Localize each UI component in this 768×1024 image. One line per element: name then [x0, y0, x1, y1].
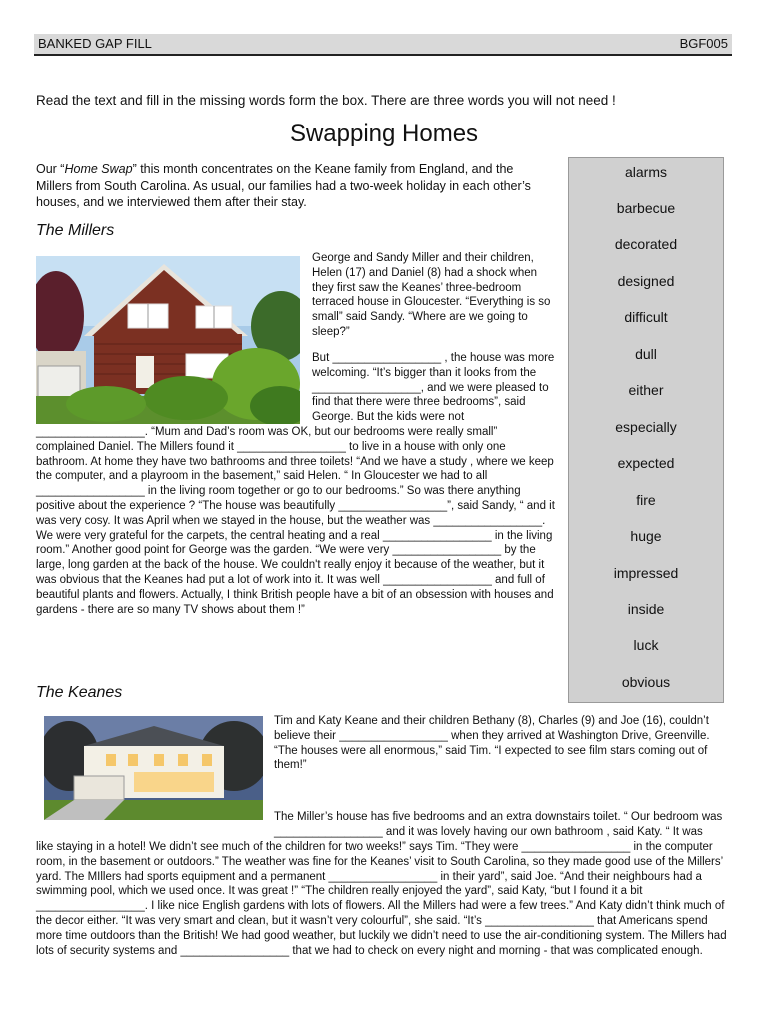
word-box-item: expected — [617, 455, 675, 471]
intro-paragraph — [36, 161, 548, 211]
keanes-paragraph-3: like staying in a hotel! We didn’t see much of the children for two weeks!” says Tim. “They were _________________ in the computer room, in the basement or outdoors.” The weather was fine for the Keanes’ visit to South Carolina, so they made good use of the Millers’ yard. The MIllers had sports equipment and a permanent _________________ in their yard”, said Joe. “And their neighbours had a swimming pool, which we used once. It was great !” “The children really enjoyed the yard”, said Katy, “but I found it a bit _________________. I like nice English gardens with lots of flowers. All the Millers had were a few trees.” And Katy didn’t think much of the decor either. “It was very smart and clean, but it wasn’t very colourful”, she said. “It’s _________________ that Americans spend more time outdoors than the British! We had good weather, but luckily we didn’t need to use the air-conditioning system. The Millers had lots of security systems and _________________ that we had to check on every night and morning - that was complicated enough. — [36, 841, 727, 957]
home-swap-title: Home Swap — [64, 162, 133, 176]
word-box-item: especially — [615, 419, 677, 435]
word-box — [568, 157, 724, 703]
keanes-paragraph-2: The Miller’s house has five bedrooms and an extra downstairs toilet. “ Our bedroom was _________________ and it was lovely having our own bathroom , said Katy. “ It was — [274, 811, 723, 838]
word-box-item: obvious — [621, 674, 671, 690]
word-box-item: barbecue — [616, 200, 676, 216]
section-title-keanes: The Keanes — [36, 684, 123, 701]
page-title: Swapping Homes — [289, 120, 479, 147]
word-box-item: inside — [627, 601, 665, 617]
worksheet-type: BANKED GAP FILL — [38, 36, 152, 51]
word-box-item: decorated — [614, 236, 678, 252]
worksheet-code: BGF005 — [679, 36, 728, 51]
word-box-item: impressed — [613, 565, 679, 581]
header-bar — [34, 34, 732, 56]
intro-post: ” this month concentrates on the Keane family from England, and the Millers from South Carolina. As usual, our families had a two-week holiday in each other’s houses, and we interviewed them after their stay. — [36, 162, 531, 209]
intro-pre: Our “ — [36, 162, 65, 176]
instructions: Read the text and fill in the missing words form the box. There are three words you will not need ! — [36, 93, 616, 108]
word-box-item: dull — [635, 346, 657, 362]
word-box-item: difficult — [624, 309, 668, 325]
millers-paragraph-2: But _________________ , the house was more welcoming. “It’s bigger than it looks from the _________________, and we were pleased to find that there were three bedrooms”, said George. But the kids were not — [312, 352, 555, 424]
word-box-item: fire — [636, 492, 656, 508]
word-box-item: luck — [633, 637, 659, 653]
word-box-item: either — [628, 382, 664, 398]
word-box-item: designed — [617, 273, 675, 289]
keanes-paragraph-1: Tim and Katy Keane and their children Bethany (8), Charles (9) and Joe (16), couldn’t believe their _________________ when they arrived at Washington Drive, Greenville. “The houses were all enormous,” said Tim. “I expected to see film stars coming out of them!” — [274, 715, 710, 772]
word-box-item: alarms — [624, 164, 667, 180]
millers-paragraph-3: _________________. “Mum and Dad’s room was OK, but our bedrooms were really small” complained Daniel. The Millers found it _________________ to live in a house with only one bathroom. At home they have two bathrooms and three toilets! “And we have a study , where we keep the computer, and a playroom in the basement,” said Helen. “ In Gloucester we had to all _________________ in the living room together or go to our bedrooms.” So was there anything positive about the experience ? “The house was beautifully _________________”, said Sandy, “ and it was very cosy. It was April when we stayed in the house, but the weather was _________________. We were very grateful for the carpets, the central heating and a real _________________ in the living room.” Another good point for George was the garden. “We were very _________________ by the large, long garden at the back of the house. We couldn't really enjoy it because of the weather, but it was obvious that the Keanes had put a lot of work into it. It was well _________________ and full of beautiful plants and flowers. Actually, I think British people have a bit of an obsession with houses and gardens - there are so many TV shows about them !” — [36, 426, 555, 616]
section-title-millers: The Millers — [36, 222, 115, 239]
word-box-item: huge — [630, 528, 662, 544]
millers-paragraph-1: George and Sandy Miller and their children, Helen (17) and Daniel (8) had a shock when they first saw the Keanes’ three-bedroom terraced house in Gloucester. “Everything is so small” said Sandy. “Where are we going to sleep?” — [312, 252, 551, 338]
millers-house-photo — [36, 256, 300, 424]
keanes-house-photo — [44, 716, 263, 820]
